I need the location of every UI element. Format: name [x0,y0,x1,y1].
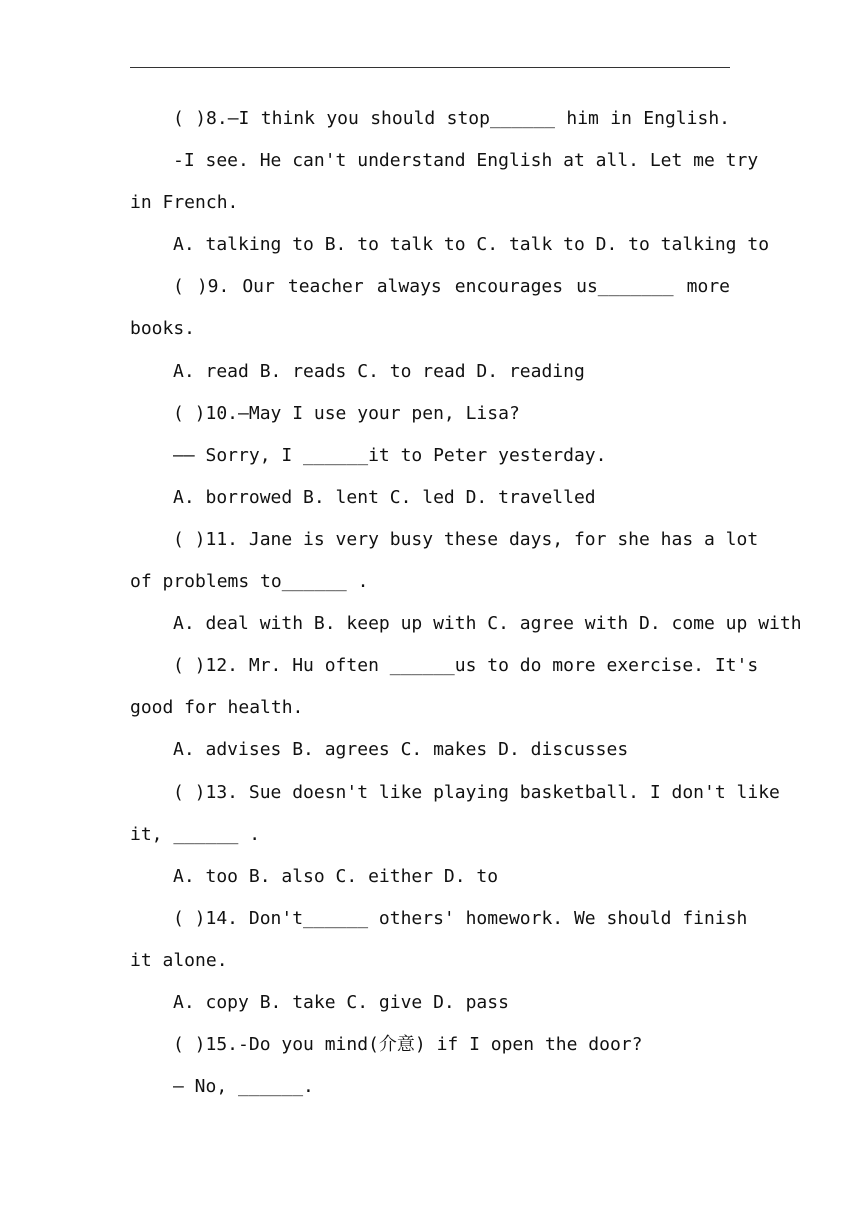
question-8-response-cont: in French. [130,192,239,214]
document-page [130,98,802,1108]
question-9-stem-cont: books. [130,318,196,340]
question-13-options: A. too B. also C. either D. to [173,865,499,887]
question-14-options: A. copy B. take C. give D. pass [173,991,509,1013]
question-8-stem: ( )8.—I think you should stop______ him in English. [173,108,730,129]
question-9-stem: ( )9. Our teacher always encourages us_______ more [173,276,730,298]
question-11-stem-cont: of problems to______ . [130,571,369,593]
question-15-stem: ( )15.-Do you mind(介意) if I open the door? [173,1034,643,1056]
question-10-options: A. borrowed B. lent C. led D. travelled [173,486,596,508]
question-15-response: — No, ______. [173,1076,314,1098]
question-12-stem: ( )12. Mr. Hu often ______us to do more exercise. It's [173,655,759,677]
question-14-stem: ( )14. Don't______ others' homework. We should finish [173,907,748,929]
question-10-response: —— Sorry, I ______it to Peter yesterday. [173,444,607,466]
question-13-stem-cont: it, ______ . [130,823,261,845]
question-10-stem: ( )10.—May I use your pen, Lisa? [173,402,520,424]
question-12-stem-cont: good for health. [130,697,304,719]
question-11-stem: ( )11. Jane is very busy these days, for she has a lot [173,528,759,550]
question-13-stem: ( )13. Sue doesn't like playing basketball. I don't like [173,781,780,803]
question-8-response: -I see. He can't understand English at all. Let me try [173,150,759,172]
question-12-options: A. advises B. agrees C. makes D. discusses [173,739,629,761]
question-8-options: A. talking to B. to talk to C. talk to D. to talking to [173,234,770,256]
question-9-options: A. read B. reads C. to read D. reading [173,360,585,382]
question-14-stem-cont: it alone. [130,949,228,971]
header-rule [130,67,730,68]
question-11-options: A. deal with B. keep up with C. agree with D. come up with [173,613,802,635]
